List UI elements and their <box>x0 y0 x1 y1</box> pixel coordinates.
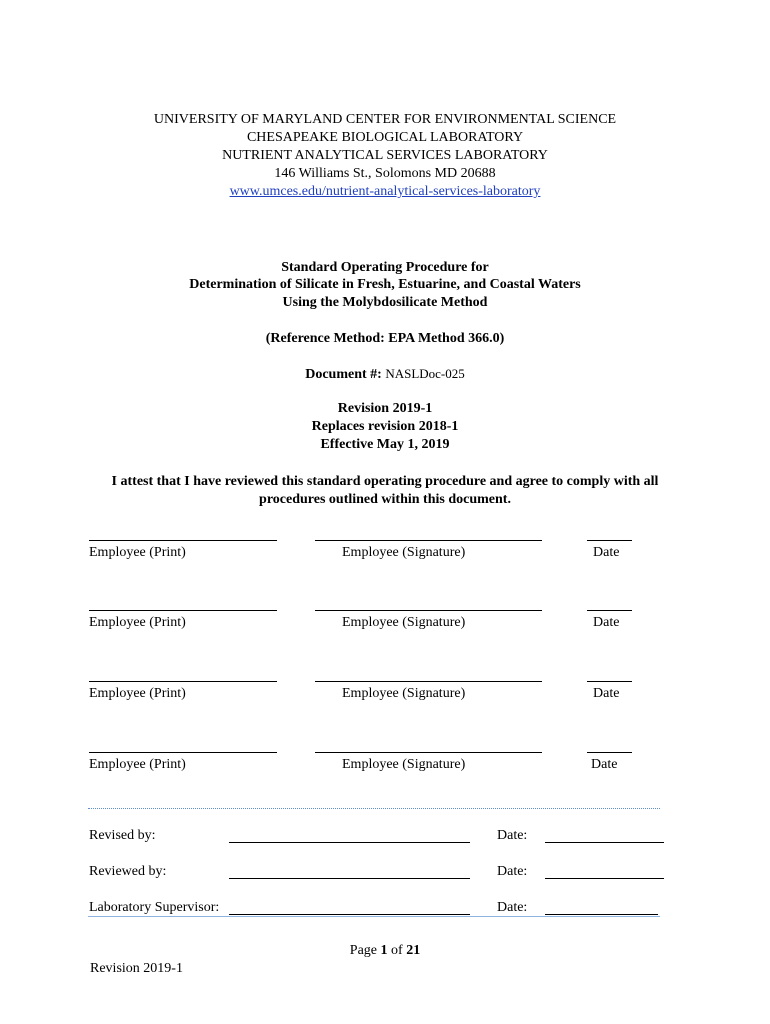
employee-print-label: Employee (Print) <box>89 686 186 701</box>
title-line-3: Using the Molybdosilicate Method <box>282 295 488 310</box>
date-label: Date <box>593 686 620 701</box>
employee-signature-label: Employee (Signature) <box>342 545 466 560</box>
date-line[interactable] <box>587 752 632 753</box>
date-label: Date <box>593 545 620 560</box>
page-of: of <box>391 943 403 958</box>
attest-line-1: I attest that I have reviewed this standard operating procedure and agree to comply with all <box>111 474 659 489</box>
employee-print-line[interactable] <box>89 681 277 682</box>
reviewed-date-line[interactable] <box>545 878 664 879</box>
employee-signature-label: Employee (Signature) <box>342 757 466 772</box>
page-current: 1 <box>380 943 388 958</box>
footer-revision: Revision 2019-1 <box>90 961 183 976</box>
reviewed-by-label: Reviewed by: <box>89 864 167 879</box>
document-number-value: NASLDoc-025 <box>385 366 465 381</box>
revision-current: Revision 2019-1 <box>337 401 433 416</box>
employee-print-label: Employee (Print) <box>89 757 186 772</box>
date-label: Date <box>591 757 618 772</box>
supervisor-date-line[interactable] <box>545 914 658 915</box>
document-number <box>0 365 770 384</box>
header-link-wrap <box>0 183 770 201</box>
section-divider-bottom <box>88 916 660 917</box>
revised-by-label: Revised by: <box>89 828 156 843</box>
date-line[interactable] <box>587 610 632 611</box>
date-label: Date <box>593 615 620 630</box>
date-line[interactable] <box>587 681 632 682</box>
employee-print-label: Employee (Print) <box>89 615 186 630</box>
page-prefix: Page <box>349 943 378 958</box>
title-line-2: Determination of Silicate in Fresh, Estuarine, and Coastal Waters <box>189 277 581 292</box>
title-line-1: Standard Operating Procedure for <box>281 260 489 275</box>
document-number-label: Document #: <box>305 367 382 382</box>
section-divider-top <box>88 808 660 809</box>
employee-print-line[interactable] <box>89 752 277 753</box>
revision-effective: Effective May 1, 2019 <box>320 437 450 452</box>
header-address: 146 Williams St., Solomons MD 20688 <box>274 166 496 181</box>
employee-print-label: Employee (Print) <box>89 545 186 560</box>
reviewed-by-line[interactable] <box>229 878 470 879</box>
employee-signature-line[interactable] <box>315 610 542 611</box>
employee-signature-line[interactable] <box>315 752 542 753</box>
employee-signature-line[interactable] <box>315 540 542 541</box>
header-lab: CHESAPEAKE BIOLOGICAL LABORATORY <box>246 130 524 145</box>
supervisor-label: Laboratory Supervisor: <box>89 900 220 915</box>
employee-signature-line[interactable] <box>315 681 542 682</box>
employee-signature-label: Employee (Signature) <box>342 615 466 630</box>
revised-date-line[interactable] <box>545 842 664 843</box>
reference-method: (Reference Method: EPA Method 366.0) <box>265 331 505 346</box>
reviewed-date-label: Date: <box>497 864 528 879</box>
supervisor-date-label: Date: <box>497 900 528 915</box>
employee-print-line[interactable] <box>89 540 277 541</box>
attest-line-2: procedures outlined within this document. <box>259 492 511 507</box>
supervisor-line[interactable] <box>229 914 470 915</box>
employee-signature-label: Employee (Signature) <box>342 686 466 701</box>
header-service: NUTRIENT ANALYTICAL SERVICES LABORATORY <box>222 148 548 163</box>
revised-date-label: Date: <box>497 828 528 843</box>
revised-by-line[interactable] <box>229 842 470 843</box>
header-institution: UNIVERSITY OF MARYLAND CENTER FOR ENVIRONMENTAL SCIENCE <box>153 112 617 127</box>
employee-print-line[interactable] <box>89 610 277 611</box>
page-total: 21 <box>406 943 421 958</box>
revision-replaces: Replaces revision 2018-1 <box>311 419 459 434</box>
header-website-link[interactable]: www.umces.edu/nutrient-analytical-services-laboratory <box>229 184 541 199</box>
date-line[interactable] <box>587 540 632 541</box>
page-number <box>0 943 770 959</box>
